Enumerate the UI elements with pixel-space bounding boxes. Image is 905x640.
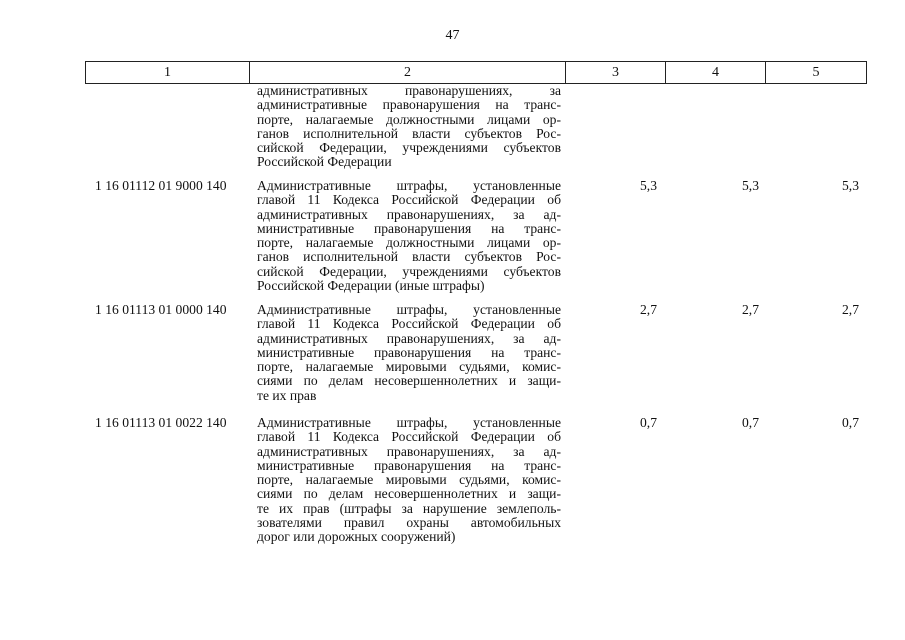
column-header-4: 4: [666, 62, 766, 84]
row-value-col4: 0,7: [742, 415, 759, 430]
description-line: порте, налагаемые мировыми судьями, комис-: [257, 359, 561, 375]
column-header-2: 2: [250, 62, 566, 84]
row-description: [257, 303, 561, 403]
row-value-col5: 0,7: [842, 415, 859, 430]
row-value-col3: 5,3: [640, 178, 657, 193]
row-value-col4: 5,3: [742, 178, 759, 193]
row-code: 1 16 01113 01 0000 140: [95, 302, 227, 317]
row-description: [257, 179, 561, 293]
page-number: 47: [445, 28, 460, 43]
row-description: [257, 416, 561, 545]
description-line: порте, налагаемые должностными лицами ор-: [257, 235, 561, 251]
description-line: ганов исполнительной власти субъектов Рос-: [257, 249, 561, 265]
column-header-table: [85, 61, 867, 84]
row-value-col5: 5,3: [842, 178, 859, 193]
description-line: министративные правонарушения на транс-: [257, 220, 561, 236]
description-line: главой 11 Кодекса Российской Федерации об: [257, 429, 561, 445]
description-line: сийской Федерации, учреждениями субъектов: [257, 263, 561, 279]
description-line: сиями по делам несовершеннолетних и защи-: [257, 486, 561, 502]
description-line: главой 11 Кодекса Российской Федерации об: [257, 192, 561, 208]
table-row: [85, 416, 866, 556]
description-line: Административные штрафы, установленные: [257, 302, 561, 317]
description-line: сийской Федерации, учреждениями субъектов: [257, 140, 561, 156]
description-line: ганов исполнительной власти субъектов Рос-: [257, 125, 561, 141]
description-line: те их прав (штрафы за нарушение землеполь-: [257, 500, 561, 516]
row-value-col3: 0,7: [640, 415, 657, 430]
table-row: [85, 179, 866, 303]
table-body: [85, 84, 866, 556]
row-value-col5: 2,7: [842, 302, 859, 317]
description-line: те их прав: [257, 387, 317, 403]
description-line: зователями правил охраны автомобильных: [257, 515, 561, 531]
description-line: Российской Федерации (иные штрафы): [257, 278, 485, 294]
description-line: административных правонарушениях, за ад-: [257, 206, 561, 222]
description-line: сиями по делам несовершеннолетних и защи-: [257, 373, 561, 389]
description-line: порте, налагаемые мировыми судьями, комис-: [257, 472, 561, 488]
continuation-description: [257, 84, 561, 170]
row-code: 1 16 01113 01 0022 140: [95, 415, 227, 430]
description-line: министративные правонарушения на транс-: [257, 457, 561, 473]
description-line: Административные штрафы, установленные: [257, 178, 561, 193]
description-line: Административные штрафы, установленные: [257, 415, 561, 430]
description-line: административных правонарушениях, за ад-: [257, 330, 561, 346]
row-code: 1 16 01112 01 9000 140: [95, 178, 227, 193]
description-line: порте, налагаемые должностными лицами ор-: [257, 111, 561, 127]
continuation-row: [85, 84, 866, 179]
description-line: дорог или дорожных сооружений): [257, 529, 456, 545]
column-header-1: 1: [86, 62, 250, 84]
row-value-col4: 2,7: [742, 302, 759, 317]
row-value-col3: 2,7: [640, 302, 657, 317]
description-line: административных правонарушениях, за: [257, 83, 561, 98]
description-line: министративные правонарушения на транс-: [257, 344, 561, 360]
column-header-row: [86, 62, 867, 84]
description-line: главой 11 Кодекса Российской Федерации об: [257, 316, 561, 332]
column-header-5: 5: [766, 62, 867, 84]
description-line: административных правонарушениях, за ад-: [257, 443, 561, 459]
description-line: административные правонарушения на транс-: [257, 97, 561, 113]
column-header-3: 3: [566, 62, 666, 84]
table-row: [85, 303, 866, 416]
description-line: Российской Федерации: [257, 154, 392, 170]
